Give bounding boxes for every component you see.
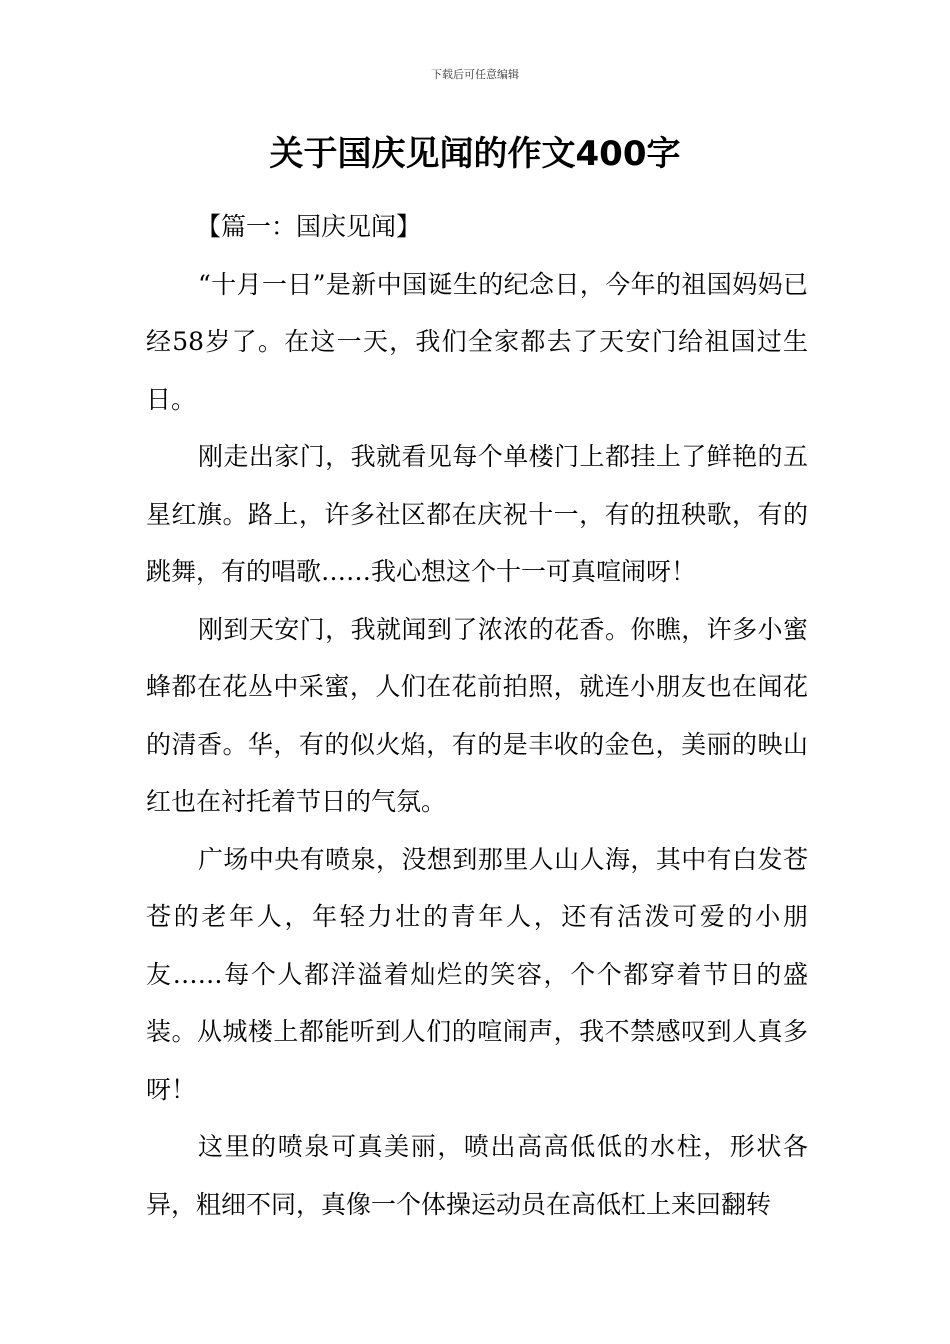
header-note: 下载后可任意编辑 (431, 68, 519, 81)
section-heading: 【篇一：国庆见闻】 (196, 212, 422, 241)
paragraph-1: “十月一日”是新中国诞生的纪念日，今年的祖国妈妈已经58岁了。在这一天，我们全家都去了天安门给祖国过生日。 (146, 269, 808, 414)
paragraph-5: 这里的喷泉可真美丽，喷出高高低低的水柱，形状各异，粗细不同，真像一个体操运动员在高低杠上来回翻转 (146, 1132, 808, 1219)
paragraph-3: 刚到天安门，我就闻到了浓浓的花香。你瞧，许多小蜜蜂都在花丛中采蜜，人们在花前拍照，就连小朋友也在闻花的清香。华，有的似火焰，有的是丰收的金色，美丽的映山红也在衬托着节日的气氛。 (146, 614, 808, 816)
document-body (146, 198, 808, 1233)
paragraph-2: 刚走出家门，我就看见每个单楼门上都挂上了鲜艳的五星红旗。路上，许多社区都在庆祝十一，有的扭秧歌，有的跳舞，有的唱歌……我心想这个十一可真喧闹呀！ (146, 442, 808, 586)
document-title: 关于国庆见闻的作文400字 (269, 134, 681, 174)
paragraph-4: 广场中央有喷泉，没想到那里人山人海，其中有白发苍苍的老年人，年轻力壮的青年人，还有活泼可爱的小朋友……每个人都洋溢着灿烂的笑容，个个都穿着节日的盛装。从城楼上都能听到人们的喧闹声，我不禁感叹到人真多呀！ (146, 844, 808, 1104)
